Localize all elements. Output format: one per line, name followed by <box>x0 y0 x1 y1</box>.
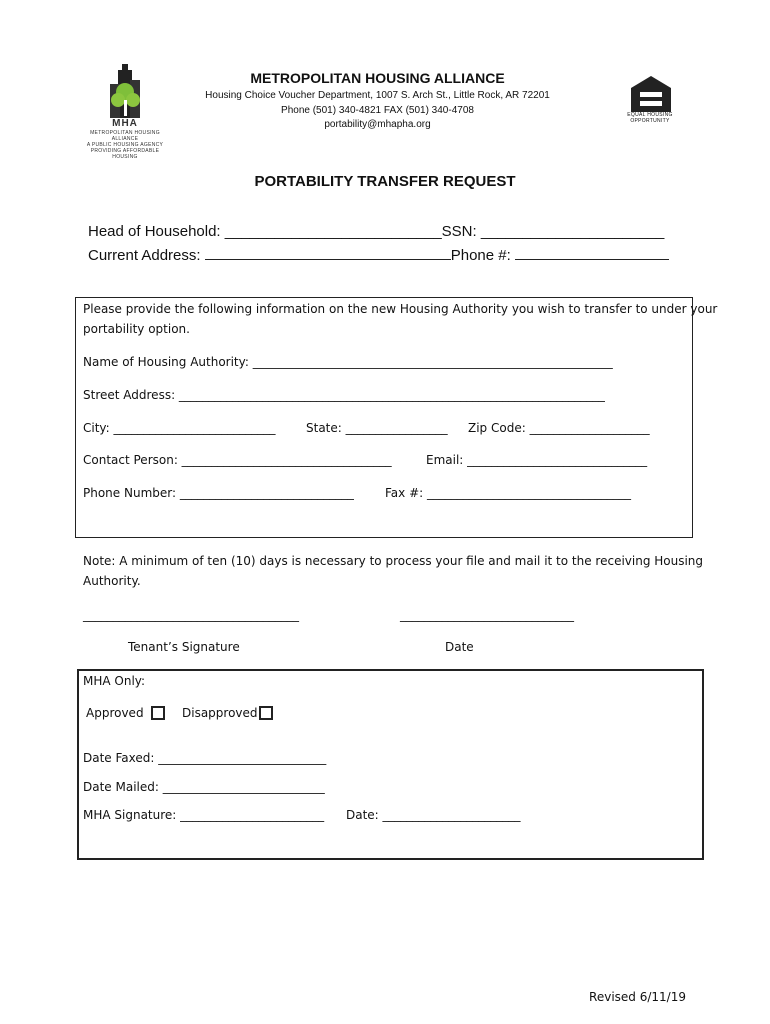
approved-label: Approved <box>86 706 144 720</box>
note-line1: Note: A minimum of ten (10) days is necessary to process your file and mail it to the receiving Housing <box>83 554 704 568</box>
date-mailed-field[interactable]: Date Mailed: ___________________________ <box>83 780 325 794</box>
org-name: METROPOLITAN HOUSING ALLIANCE <box>250 70 505 86</box>
mha-signature-field[interactable]: MHA Signature: ________________________ <box>83 808 325 822</box>
phone-label: Phone #: <box>450 247 515 264</box>
mha-date-field[interactable]: Date: _______________________ <box>346 808 521 822</box>
phone-input[interactable] <box>515 247 669 260</box>
transfer-intro-line1: Please provide the following information on the new Housing Authority you wish to transfer to under your <box>83 302 718 316</box>
signature-date-line[interactable]: _____________________________ <box>400 608 574 622</box>
zip-code-field[interactable]: Zip Code: ____________________ <box>468 421 650 435</box>
mha-only-title: MHA Only: <box>83 674 146 688</box>
header-phone-fax: Phone (501) 340-4821 FAX (501) 340-4708 <box>281 105 474 116</box>
current-address-input[interactable] <box>205 247 451 260</box>
signature-date-label: Date <box>445 640 474 654</box>
disapproved-checkbox[interactable] <box>259 706 273 720</box>
header-email: portability@mhapha.org <box>324 119 431 130</box>
head-of-household-row <box>88 223 664 240</box>
contact-person-field[interactable]: Contact Person: ___________________________________ <box>83 453 392 467</box>
date-faxed-field[interactable]: Date Faxed: ____________________________ <box>83 751 327 765</box>
current-address-label: Current Address: <box>88 247 205 264</box>
email-field[interactable]: Email: ______________________________ <box>426 453 648 467</box>
equal-housing-icon <box>627 74 675 114</box>
disapproved-label: Disapproved <box>182 706 258 720</box>
revised-date: Revised 6/11/19 <box>589 990 686 1004</box>
phone-number-field[interactable]: Phone Number: _____________________________ <box>83 486 354 500</box>
fax-field[interactable]: Fax #: __________________________________ <box>385 486 631 500</box>
ssn-field[interactable]: SSN: ______________________ <box>441 223 665 240</box>
transfer-intro-line2: portability option. <box>83 322 190 336</box>
current-address-row <box>88 247 669 264</box>
header-address: Housing Choice Voucher Department, 1007 S. Arch St., Little Rock, AR 72201 <box>205 90 550 101</box>
city-field[interactable]: City: ___________________________ <box>83 421 276 435</box>
housing-authority-name-field[interactable]: Name of Housing Authority: ____________________________________________________________ <box>83 355 613 369</box>
state-field[interactable]: State: _________________ <box>306 421 448 435</box>
logo-full-name: METROPOLITAN HOUSING ALLIANCE A PUBLIC HOUSING AGENCY PROVIDING AFFORDABLE HOUSING <box>86 130 164 160</box>
eho-label: EQUAL HOUSING OPPORTUNITY <box>627 112 673 124</box>
approved-checkbox[interactable] <box>151 706 165 720</box>
head-of-household-field[interactable]: Head of Household: __________________________ <box>88 223 442 240</box>
street-address-field[interactable]: Street Address: _______________________________________________________________________ <box>83 388 605 402</box>
form-title: PORTABILITY TRANSFER REQUEST <box>254 173 516 190</box>
tenant-signature-line[interactable]: ____________________________________ <box>83 608 299 622</box>
logo-mha-text: MHA <box>112 118 138 129</box>
tenant-signature-label: Tenant’s Signature <box>128 640 240 654</box>
note-line2: Authority. <box>83 574 141 588</box>
